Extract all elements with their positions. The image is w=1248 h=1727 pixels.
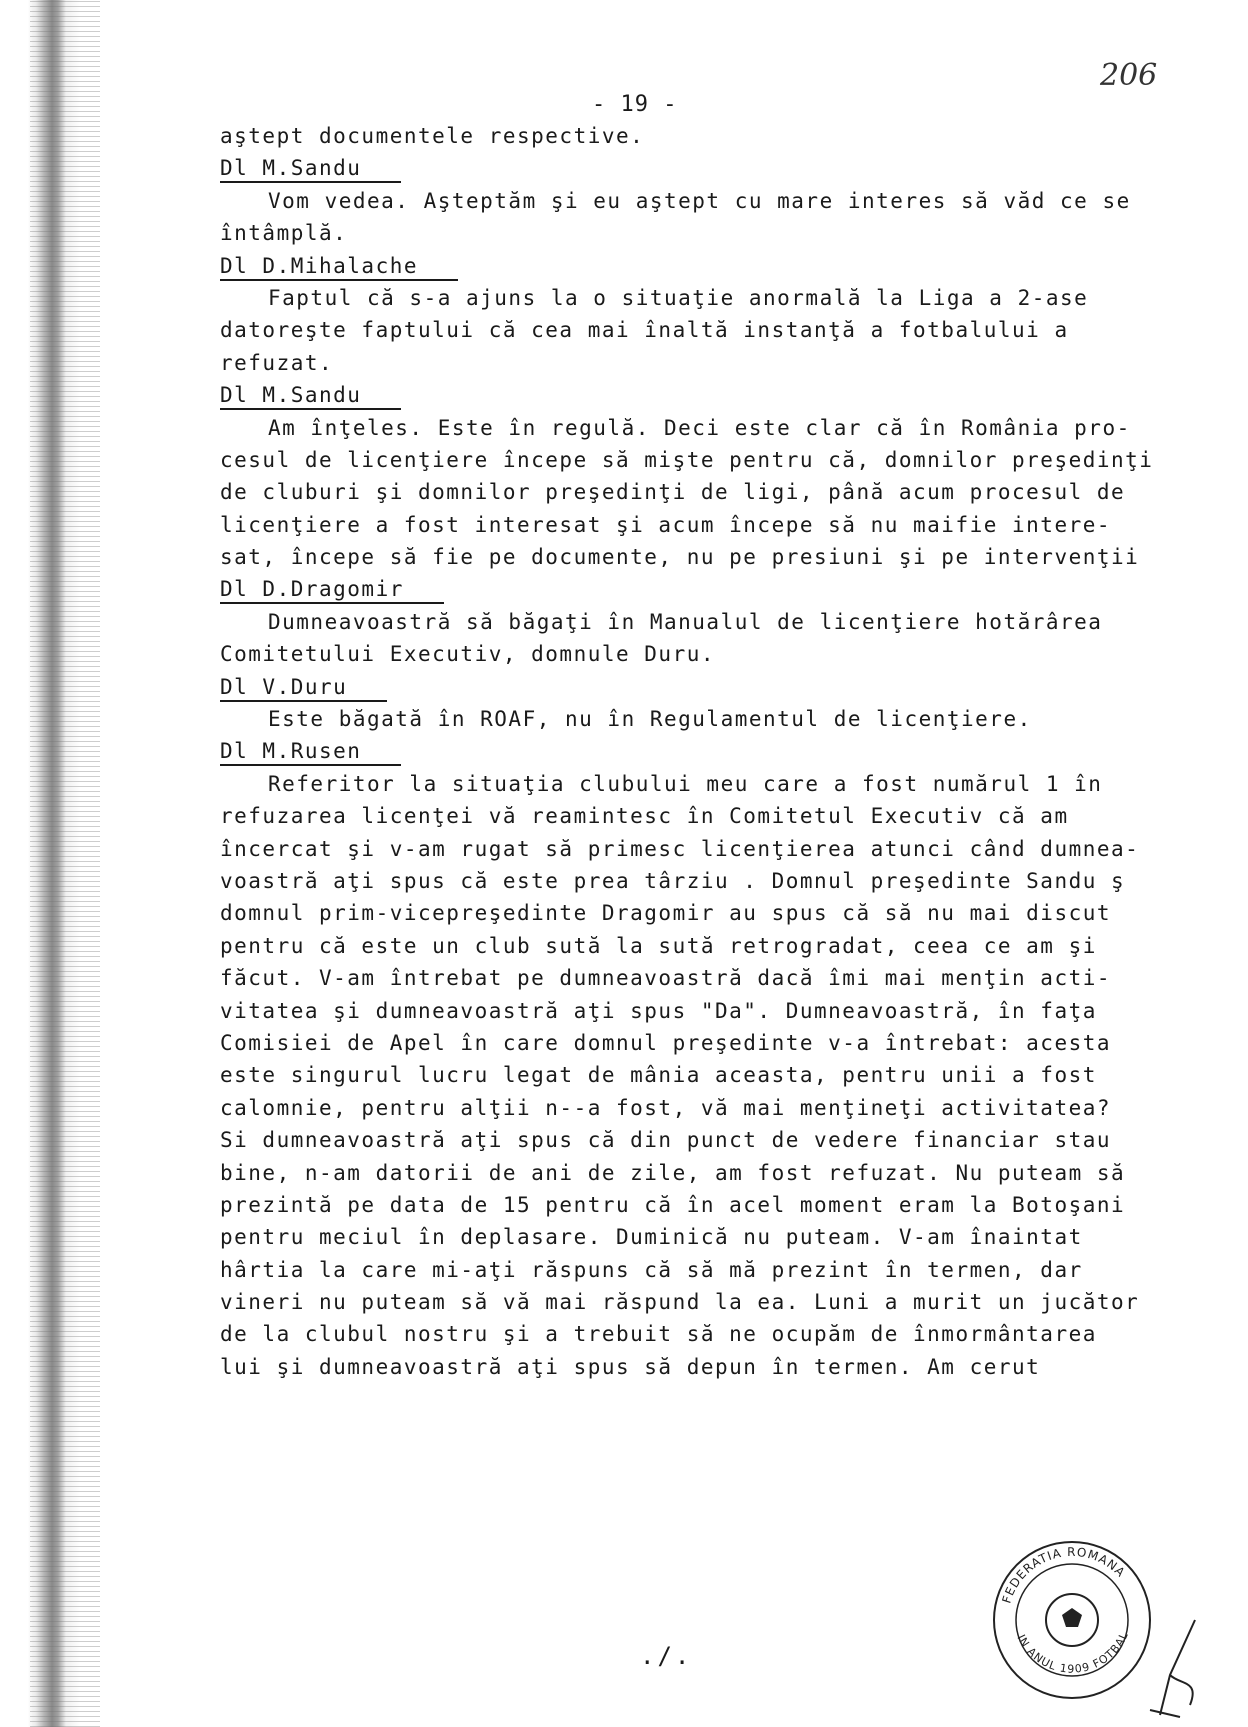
text-line: refuzat. bbox=[220, 350, 334, 375]
speaker-line bbox=[220, 671, 1200, 703]
text-line: pentru meciul în deplasare. Duminică nu puteam. V-am înaintat bbox=[220, 1225, 1083, 1250]
text-line: Si dumneavoastră aţi spus că din punct de vedere financiar stau bbox=[220, 1128, 1112, 1153]
text-line: Referitor la situaţia clubului meu care a fost numărul 1 în bbox=[268, 771, 1103, 796]
scan-binding-edge bbox=[0, 0, 120, 1727]
text-line: vineri nu puteam să vă mai răspund la ea. Luni a murit un jucător bbox=[220, 1290, 1140, 1315]
svg-text:IN ANUL 1909 FOTBAL bbox=[1014, 1630, 1131, 1676]
stamp-text-bottom: IN ANUL 1909 FOTBAL bbox=[1014, 1629, 1132, 1676]
text-line: calomnie, pentru alţii n--a fost, vă mai menţineţi activitatea? bbox=[220, 1095, 1112, 1120]
speaker-label: Dl V.Duru bbox=[220, 674, 387, 702]
text-line: prezintă pe data de 15 pentru că în acel moment eram la Botoşani bbox=[220, 1192, 1126, 1217]
speaker-line bbox=[220, 735, 1200, 767]
text-line: licenţiere a fost interesat şi acum începe să nu maifie intere- bbox=[220, 512, 1112, 537]
text-line: Am înţeles. Este în regulă. Deci este clar că în România pro- bbox=[268, 415, 1131, 440]
text-line: Comitetului Executiv, domnule Duru. bbox=[220, 642, 716, 667]
speaker-label: Dl M.Sandu bbox=[220, 382, 401, 410]
text-line: sat, începe să fie pe documente, nu pe presiuni şi pe intervenţii bbox=[220, 545, 1140, 570]
text-line: Faptul că s-a ajuns la o situaţie anormală la Liga a 2-ase bbox=[268, 285, 1089, 310]
text-line: refuzarea licenţei vă reamintesc în Comitetul Executiv că am bbox=[220, 804, 1069, 829]
text-line: Este băgată în ROAF, nu în Regulamentul de licenţiere. bbox=[268, 707, 1032, 732]
text-line: întâmplă. bbox=[220, 221, 348, 246]
stamp-text-top: FEDERATIA ROMANA bbox=[999, 1544, 1129, 1606]
speaker-line bbox=[220, 152, 1200, 184]
continuation-mark: ./. bbox=[640, 1642, 693, 1670]
speaker-label: Dl D.Mihalache bbox=[220, 253, 458, 281]
folio-number: 206 bbox=[1100, 58, 1158, 93]
text-line: Dumneavoastră să băgaţi în Manualul de licenţiere hotărârea bbox=[268, 609, 1103, 634]
text-line: lui şi dumneavoastră aţi spus să depun în termen. Am cerut bbox=[220, 1354, 1041, 1379]
federation-stamp bbox=[990, 1538, 1154, 1702]
text-line: domnul prim-vicepreşedinte Dragomir au spus că să nu mai discut bbox=[220, 901, 1112, 926]
text-line: este singurul lucru legat de mânia aceasta, pentru unii a fost bbox=[220, 1063, 1097, 1088]
speaker-line bbox=[220, 379, 1200, 411]
text-line: de cluburi şi domnilor preşedinţi de ligi, până acum procesul de bbox=[220, 480, 1126, 505]
speaker-line bbox=[220, 250, 1200, 282]
text-line: aştept documentele respective. bbox=[220, 124, 645, 148]
text-line: făcut. V-am întrebat pe dumneavoastră dacă îmi mai menţin acti- bbox=[220, 966, 1112, 991]
text-line: pentru că este un club sută la sută retrogradat, ceea ce am şi bbox=[220, 933, 1097, 958]
speaker-label: Dl M.Sandu bbox=[220, 155, 401, 183]
page-number: - 19 - bbox=[592, 92, 678, 117]
text-line: de la clubul nostru şi a trebuit să ne ocupăm de înmormântarea bbox=[220, 1322, 1097, 1347]
speaker-label: Dl D.Dragomir bbox=[220, 576, 444, 604]
text-line: bine, n-am datorii de ani de zile, am fost refuzat. Nu puteam să bbox=[220, 1160, 1126, 1185]
text-line: încercat şi v-am rugat să primesc licenţierea atunci când dumnea- bbox=[220, 836, 1140, 861]
text-line: Vom vedea. Aşteptăm şi eu aştept cu mare interes să văd ce se bbox=[268, 188, 1131, 213]
text-line: hârtia la care mi-aţi răspuns că să mă prezint în termen, dar bbox=[220, 1257, 1083, 1282]
text-line: Comisiei de Apel în care domnul preşedinte v-a întrebat: acesta bbox=[220, 1030, 1112, 1055]
text-line: vitatea şi dumneavoastră aţi spus "Da". Dumneavoastră, în faţa bbox=[220, 998, 1097, 1023]
speaker-line bbox=[220, 573, 1200, 605]
handwritten-signature bbox=[1140, 1615, 1210, 1725]
speaker-label: Dl M.Rusen bbox=[220, 738, 401, 766]
text-line: datoreşte faptului că cea mai înaltă instanţă a fotbalului a bbox=[220, 318, 1069, 343]
text-line: cesul de licenţiere începe să mişte pentru că, domnilor preşedinţi bbox=[220, 447, 1154, 472]
text-line: voastră aţi spus că este prea târziu . Domnul preşedinte Sandu ş bbox=[220, 868, 1126, 893]
transcript-body bbox=[220, 120, 1200, 1383]
